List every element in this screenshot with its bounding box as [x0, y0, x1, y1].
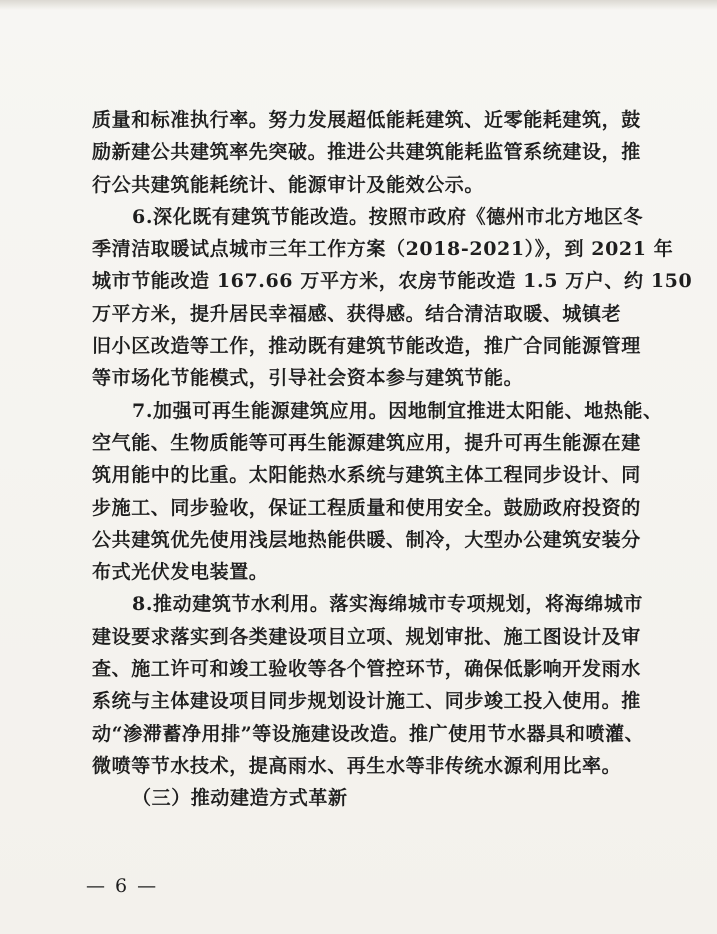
subsection-heading-3: （三）推动建造方式革新: [132, 787, 348, 810]
text-line: 公共建筑优先使用浅层地热能供暖、制冷，大型办公建筑安装分: [92, 528, 641, 551]
section-heading-7: 7.加强可再生能源建筑应用。因地制宜推进太阳能、地热能、: [132, 399, 663, 422]
text-line: 旧小区改造等工作，推动既有建筑节能改造，推广合同能源管理: [92, 335, 641, 358]
body-text: [92, 104, 693, 815]
text-line: 空气能、生物质能等可再生能源建筑应用，提升可再生能源在建: [92, 431, 641, 454]
text-line: 筑用能中的比重。太阳能热水系统与建筑主体工程同步设计、同: [92, 464, 641, 487]
text-line: 建设要求落实到各类建设项目立项、规划审批、施工图设计及审: [92, 625, 641, 648]
text-line: 步施工、同步验收，保证工程质量和使用安全。鼓励政府投资的: [92, 496, 641, 519]
text-line: 励新建公共建筑率先突破。推进公共建筑能耗监管系统建设，推: [92, 141, 641, 164]
text-line: 城市节能改造 167.66 万平方米，农房节能改造 1.5 万户、约 150: [92, 270, 693, 293]
text-line: 布式光伏发电装置。: [92, 561, 269, 584]
text-line: 系统与主体建设项目同步规划设计施工、同步竣工投入使用。推: [92, 690, 641, 713]
text-line: 万平方米，提升居民幸福感、获得感。结合清洁取暖、城镇老: [92, 302, 622, 325]
text-line: 行公共建筑能耗统计、能源审计及能效公示。: [92, 173, 485, 196]
text-line: 查、施工许可和竣工验收等各个管控环节，确保低影响开发雨水: [92, 658, 641, 681]
section-heading-6: 6.深化既有建筑节能改造。按照市政府《德州市北方地区冬: [132, 205, 644, 228]
section-heading-8: 8.推动建筑节水利用。落实海绵城市专项规划，将海绵城市: [132, 593, 644, 616]
text-line: 质量和标准执行率。努力发展超低能耗建筑、近零能耗建筑，鼓: [92, 109, 641, 131]
text-line: 动“渗滞蓄净用排”等设施建设改造。推广使用节水器具和喷灌、: [92, 722, 645, 745]
scan-top-edge: [0, 0, 717, 10]
text-line: 季清洁取暖试点城市三年工作方案（2018-2021）》，到 2021 年: [92, 238, 674, 261]
text-line: 等市场化节能模式，引导社会资本参与建筑节能。: [92, 367, 524, 390]
text-line: 微喷等节水技术，提高雨水、再生水等非传统水源利用比率。: [92, 754, 622, 777]
page-number: — 6 —: [86, 875, 159, 897]
